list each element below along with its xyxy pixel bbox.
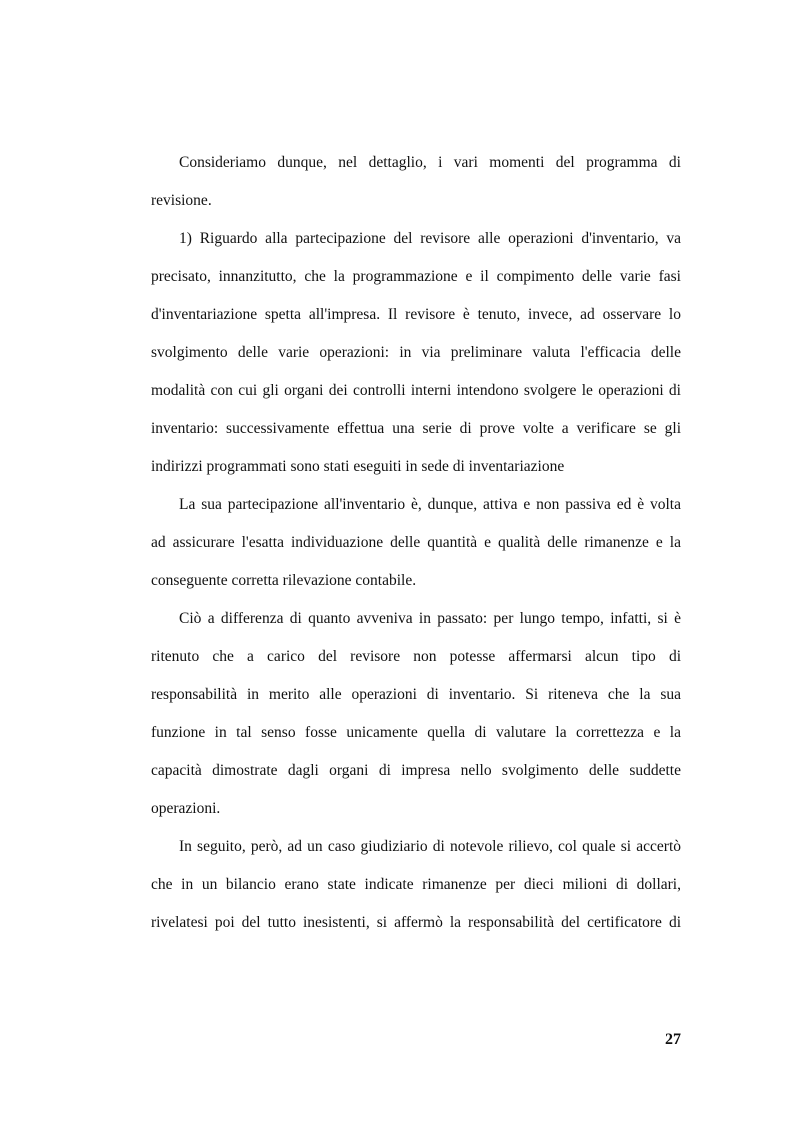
text-line: inventario: successivamente effettua una serie di prove volte a verificare se gli xyxy=(151,420,681,437)
text-line: La sua partecipazione all'inventario è, dunque, attiva e non passiva ed è volta xyxy=(179,496,681,513)
text-line: rivelatesi poi del tutto inesistenti, si affermò la responsabilità del certificatore di xyxy=(151,914,681,931)
text-line: responsabilità in merito alle operazioni di inventario. Si riteneva che la sua xyxy=(151,686,681,703)
text-line: Consideriamo dunque, nel dettaglio, i vari momenti del programma di xyxy=(179,154,681,171)
text-line: In seguito, però, ad un caso giudiziario di notevole rilievo, col quale si accertò xyxy=(179,838,681,855)
paragraph xyxy=(151,600,681,828)
text-line: conseguente corretta rilevazione contabile. xyxy=(151,572,417,589)
text-line: modalità con cui gli organi dei controlli interni intendono svolgere le operazioni di xyxy=(151,382,681,399)
text-line: che in un bilancio erano state indicate rimanenze per dieci milioni di dollari, xyxy=(151,876,681,893)
paragraph xyxy=(151,828,681,942)
paragraph xyxy=(151,220,681,486)
text-line: 1) Riguardo alla partecipazione del revisore alle operazioni d'inventario, va xyxy=(179,230,681,247)
text-line: svolgimento delle varie operazioni: in via preliminare valuta l'efficacia delle xyxy=(151,344,681,361)
page-number: 27 xyxy=(665,1031,681,1048)
text-line: funzione in tal senso fosse unicamente quella di valutare la correttezza e la xyxy=(151,724,681,741)
text-line: operazioni. xyxy=(151,800,221,817)
text-line: precisato, innanzitutto, che la programmazione e il compimento delle varie fasi xyxy=(151,268,681,285)
text-line: revisione. xyxy=(151,192,212,209)
text-line: ritenuto che a carico del revisore non potesse affermarsi alcun tipo di xyxy=(151,648,681,665)
text-line: capacità dimostrate dagli organi di impresa nello svolgimento delle suddette xyxy=(151,762,681,779)
paragraph xyxy=(151,486,681,600)
paragraph xyxy=(151,144,681,220)
text-line: ad assicurare l'esatta individuazione delle quantità e qualità delle rimanenze e la xyxy=(151,534,681,551)
text-line: Ciò a differenza di quanto avveniva in passato: per lungo tempo, infatti, si è xyxy=(179,610,681,627)
page-body xyxy=(151,144,681,942)
text-line: indirizzi programmati sono stati eseguiti in sede di inventariazione xyxy=(151,458,565,475)
text-line: d'inventariazione spetta all'impresa. Il revisore è tenuto, invece, ad osservare lo xyxy=(151,306,681,323)
